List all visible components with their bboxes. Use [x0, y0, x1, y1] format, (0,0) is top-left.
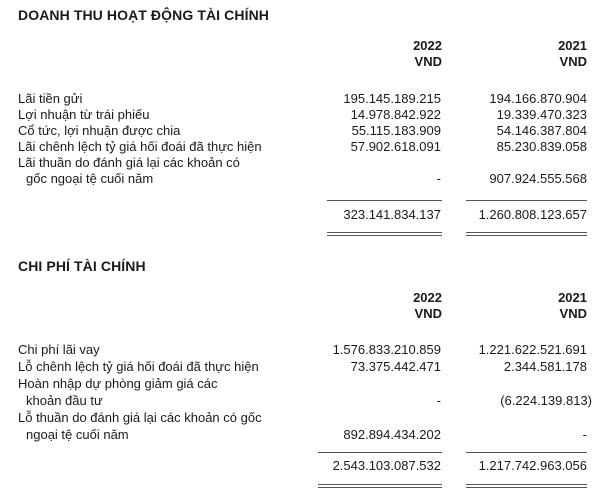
- value-2022: -: [436, 171, 441, 186]
- value-2021: 54.146.387.804: [496, 123, 587, 138]
- row-label: Lợi nhuận từ trái phiếu: [18, 107, 150, 122]
- value-2021: -: [582, 427, 587, 442]
- value-2021: (6.224.139.813): [500, 393, 592, 408]
- value-2022: 195.145.189.215: [343, 91, 441, 106]
- year-label: 2021: [558, 290, 587, 305]
- subtotal-rule: [327, 200, 442, 201]
- value-2021: 907.924.555.568: [489, 171, 587, 186]
- total-row: [0, 458, 612, 474]
- row-label-continued: ngoại tệ cuối năm: [26, 427, 129, 442]
- table-row-continued: [0, 393, 612, 409]
- value-2022: 55.115.183.909: [351, 123, 441, 138]
- value-2021: 194.166.870.904: [489, 91, 587, 106]
- section-title: DOANH THU HOẠT ĐỘNG TÀI CHÍNH: [18, 7, 269, 23]
- table-row: [0, 376, 612, 392]
- double-rule: [318, 484, 442, 488]
- column-header-2021: [467, 290, 587, 322]
- column-header-2022: [322, 290, 442, 322]
- value-2021: 85.230.839.058: [496, 139, 587, 154]
- total-2022: 2.543.103.087.532: [332, 458, 441, 473]
- table-row: [0, 342, 612, 358]
- column-header-2021: [467, 38, 587, 70]
- value-2021: 1.221.622.521.691: [478, 342, 587, 357]
- table-row-continued: [0, 427, 612, 443]
- row-label: Lãi chênh lệch tỷ giá hối đoái đã thực hiện: [18, 139, 262, 154]
- unit-label: VND: [559, 306, 587, 321]
- total-row: [0, 207, 612, 223]
- subtotal-rule: [466, 200, 587, 201]
- value-2022: 1.576.833.210.859: [332, 342, 441, 357]
- year-label: 2022: [413, 38, 442, 53]
- table-row: [0, 91, 612, 107]
- table-row: [0, 107, 612, 123]
- row-label: Lỗ chênh lệch tỷ giá hối đoái đã thực hiện: [18, 359, 259, 374]
- value-2022: 73.375.442.471: [350, 359, 441, 374]
- value-2021: 2.344.581.178: [503, 359, 587, 374]
- row-label-continued: khoản đầu tư: [26, 393, 103, 408]
- year-label: 2022: [413, 290, 442, 305]
- unit-label: VND: [414, 54, 442, 69]
- row-label: Lãi thuần do đánh giá lại các khoản có: [18, 155, 240, 170]
- table-row: [0, 359, 612, 375]
- total-2021: 1.217.742.963.056: [478, 458, 587, 473]
- unit-label: VND: [559, 54, 587, 69]
- section-title: CHI PHÍ TÀI CHÍNH: [18, 258, 146, 274]
- value-2022: 14.978.842.922: [350, 107, 441, 122]
- row-label-continued: gốc ngoại tệ cuối năm: [26, 171, 154, 186]
- subtotal-rule: [318, 452, 442, 453]
- row-label: Lãi tiền gửi: [18, 91, 83, 106]
- table-row: [0, 123, 612, 139]
- total-2022: 323.141.834.137: [343, 207, 441, 222]
- year-label: 2021: [558, 38, 587, 53]
- double-rule: [327, 232, 442, 236]
- value-2022: -: [436, 393, 441, 408]
- table-row: [0, 410, 612, 426]
- table-row: [0, 155, 612, 171]
- unit-label: VND: [414, 306, 442, 321]
- table-row: [0, 139, 612, 155]
- table-row-continued: [0, 171, 612, 187]
- row-label: Hoàn nhập dự phòng giảm giá các: [18, 376, 218, 391]
- column-header-2022: [322, 38, 442, 70]
- value-2022: 892.894.434.202: [343, 427, 441, 442]
- row-label: Cổ tức, lợi nhuận được chia: [18, 123, 181, 138]
- subtotal-rule: [466, 452, 587, 453]
- double-rule: [466, 232, 587, 236]
- double-rule: [466, 484, 587, 488]
- value-2022: 57.902.618.091: [350, 139, 441, 154]
- value-2021: 19.339.470.323: [496, 107, 587, 122]
- total-2021: 1.260.808.123.657: [478, 207, 587, 222]
- row-label: Chi phí lãi vay: [18, 342, 100, 357]
- row-label: Lỗ thuần do đánh giá lại các khoản có gốc: [18, 410, 262, 425]
